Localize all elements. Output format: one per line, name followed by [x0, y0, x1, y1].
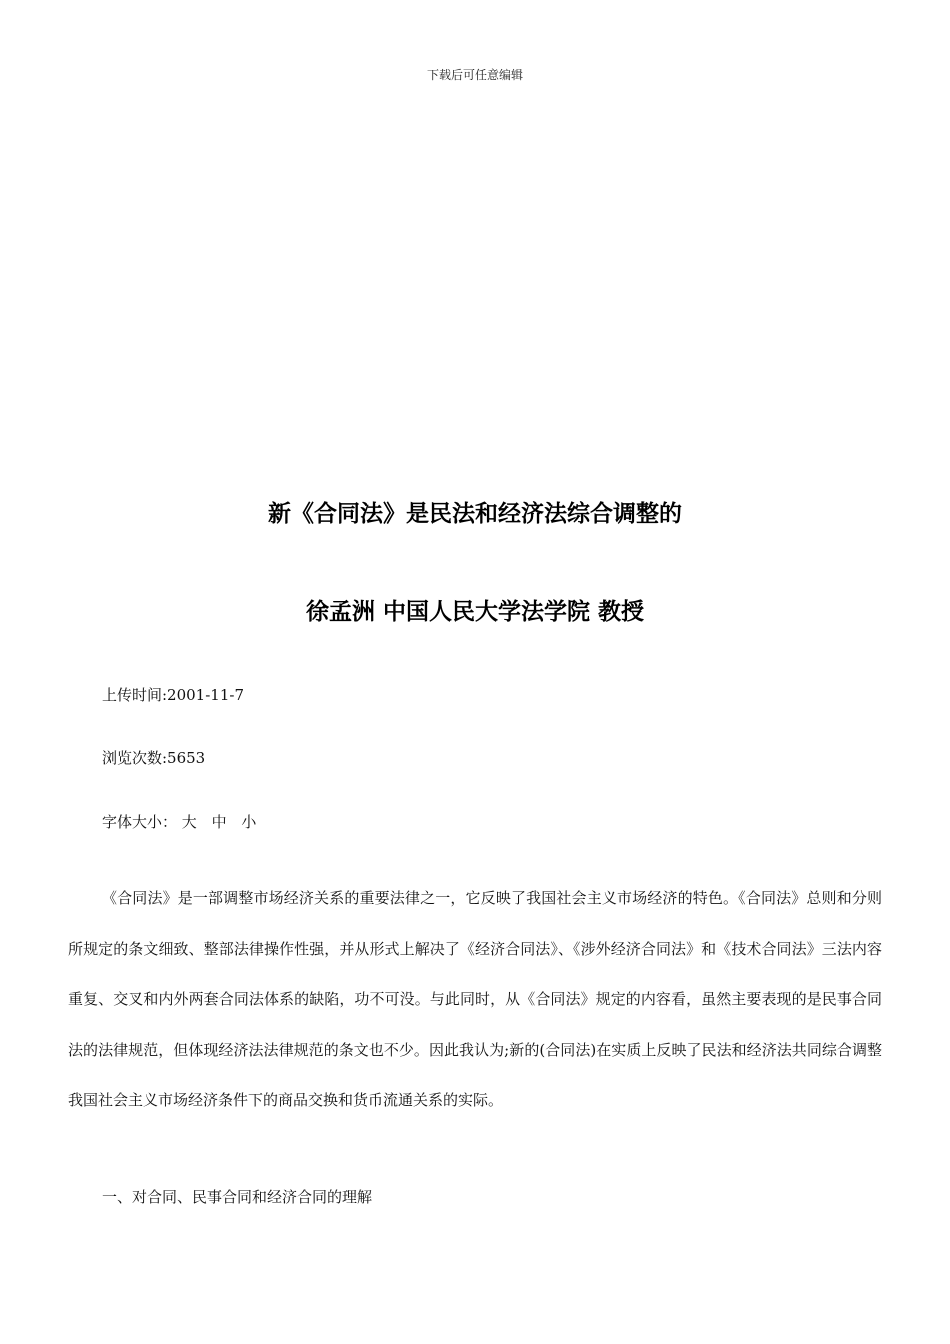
author-line: 徐孟洲 中国人民大学法学院 教授 [305, 599, 644, 625]
view-count: 浏览次数:5653 [102, 749, 206, 767]
font-size-medium-link[interactable]: 中 [211, 813, 227, 831]
font-size-label: 字体大小： [102, 813, 178, 831]
document-title: 新《合同法》是民法和经济法综合调整的 [268, 501, 682, 527]
body-paragraph: 《合同法》是一部调整市场经济关系的重要法律之一，它反映了我国社会主义市场经济的特色。《合同法》总则和分则所规定的条文细致、整部法律操作性强，并从形式上解决了《经济合同法》、《涉外经济合同法》和《技术合同法》三法内容重复、交叉和内外两套合同法体系的缺陷，功不可没。与此同时，从《合同法》规定的内容看，虽然主要表现的是民事合同法的法律规范，但体现经济法法律规范的条文也不少。因此我认为;新的(合同法)在实质上反映了民法和经济法共同综合调整我国社会主义市场经济条件下的商品交换和货币流通关系的实际。 [68, 889, 882, 1109]
section-heading: 一、对合同、民事合同和经济合同的理解 [102, 1188, 373, 1206]
font-size-control [102, 811, 266, 832]
header-note: 下载后可任意编辑 [426, 68, 523, 82]
font-size-small-link[interactable]: 小 [241, 813, 257, 831]
font-size-large-link[interactable]: 大 [181, 813, 197, 831]
upload-time: 上传时间:2001-11-7 [102, 686, 244, 704]
